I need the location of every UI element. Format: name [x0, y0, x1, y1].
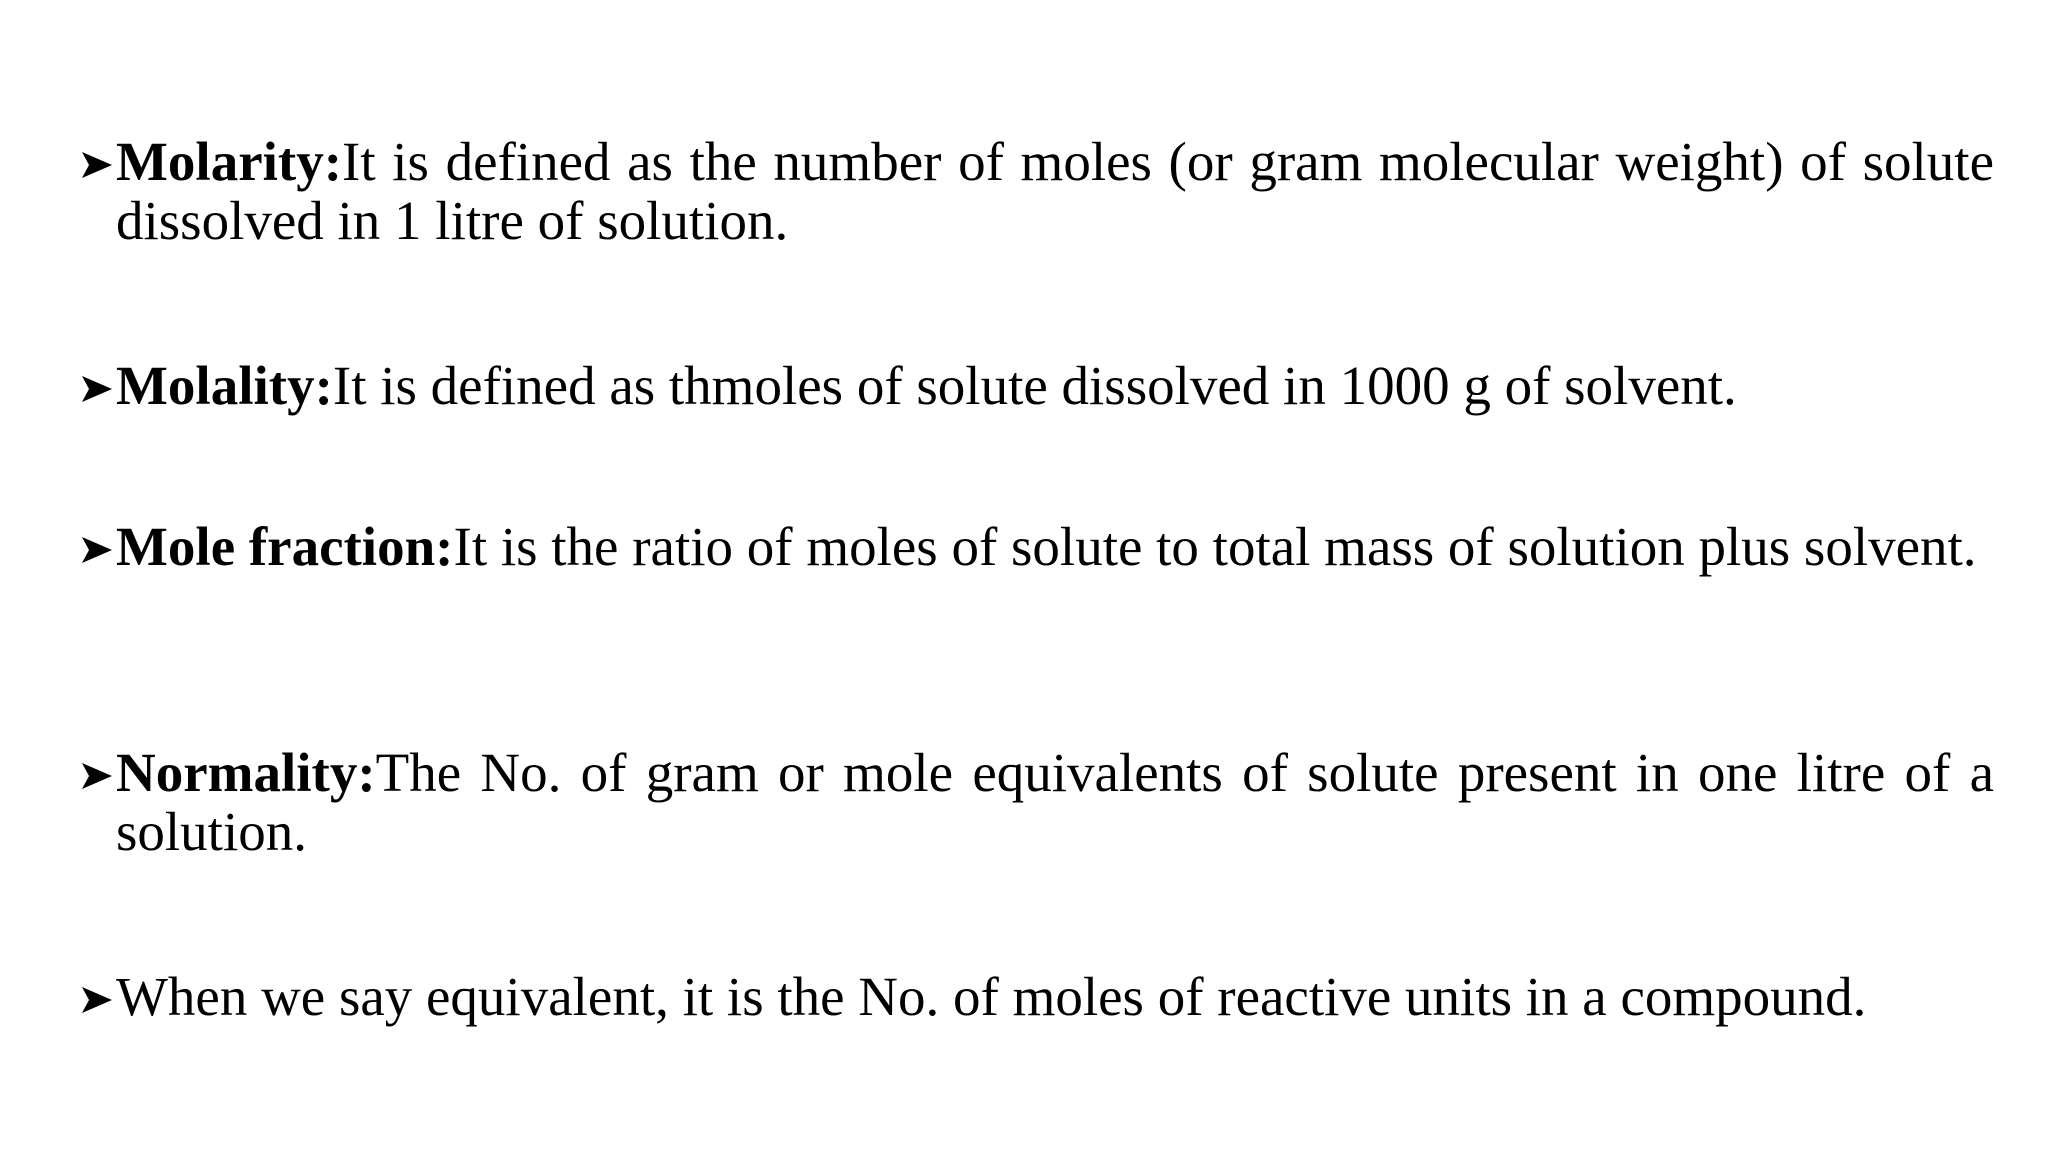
- term-label: Normality:: [116, 742, 376, 803]
- bullet-molality: [78, 356, 1994, 415]
- term-label: Molarity:: [116, 131, 343, 192]
- definition-text: When we say equivalent, it is the No. of moles of reactive units in a compound.: [116, 966, 1867, 1027]
- bullet-mole-fraction: [78, 517, 1994, 576]
- term-label: Molality:: [116, 355, 333, 416]
- bullet-normality: [78, 743, 1994, 861]
- arrowhead-bullet-icon: [78, 132, 116, 191]
- term-label: Mole fraction:: [116, 516, 454, 577]
- definition-text: It is defined as thmoles of solute dissolved in 1000 g of solvent.: [332, 355, 1737, 416]
- arrowhead-bullet-icon: [78, 967, 116, 1026]
- arrowhead-bullet-icon: [78, 356, 116, 415]
- arrowhead-bullet-icon: [78, 517, 116, 576]
- definition-text: The No. of gram or mole equivalents of solute present in one litre of a solution.: [116, 742, 1994, 862]
- definition-text: It is the ratio of moles of solute to total mass of solution plus solvent.: [453, 516, 1977, 577]
- bullet-molarity: [78, 132, 1994, 250]
- arrowhead-bullet-icon: [78, 743, 116, 802]
- definition-text: It is defined as the number of moles (or gram molecular weight) of solute dissolved in 1 litre of solution.: [116, 131, 1994, 251]
- bullet-equivalent: [78, 967, 1994, 1026]
